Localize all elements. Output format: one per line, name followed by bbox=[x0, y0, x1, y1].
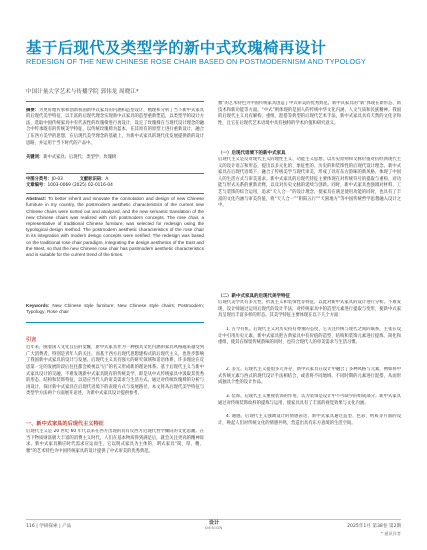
keywords-cn-label: 关键词： bbox=[26, 154, 44, 160]
keywords-en bbox=[26, 303, 204, 315]
abstract-en-text: To better inherit and innovate the connotation and design of new Chinese furniture in my country, the postmodern aesthetic characteristics of the current new Chinese chairs were sorted out and analyzed, and the new semantic translation of the new Chinese chairs was realized with rich postmodern concepts. The rose chair, a representative of traditional Chinese furniture, was selected for redesign using the typological design method. The postmodern aesthetic characteristics of the rose chair in its integration with modern design concepts were verified. The redesign was based on the traditional rose chair paradigm, integrating the design aesthetics of the East and the West, so that the new Chinese rose chair has postmodern aesthetic characteristics and is suitable for the current trend of the times. bbox=[26, 196, 204, 258]
doc-code-value: A bbox=[105, 176, 109, 182]
article-number bbox=[26, 183, 204, 189]
article-title-english: REDESIGN OF THE NEW CHINESE ROSE CHAIR BASED ON POSTMODERNISM AND TYPOLOGY bbox=[26, 57, 366, 66]
journal-logo-cn: 设计 bbox=[208, 520, 219, 526]
journal-logo-en: DESIGN bbox=[205, 526, 223, 530]
point-1: 1. 古今有机。后现代主义对历史持有尊重的态度，它关注传统与现代之间的联系，主张在设计中引用历史元素，新中式家具把古典家具中有价值的造型、结构和装饰元素进行提炼、简化和重组，使其在保留传统韵味的同时，也符合现代人的审美需求与生活习惯。 bbox=[218, 327, 401, 346]
footer-issue: 2025年1月 第38卷 第2期 bbox=[347, 524, 401, 529]
keywords-en-text: New Chinese style furniture; New Chinese style chairs; Postmodern; Typology; Rose chair bbox=[26, 303, 204, 315]
subsection2-heading: （二）新中式家具的后现代美学特征 bbox=[218, 294, 290, 299]
article-title: 基于后现代及类型学的新中式玫瑰椅再设计 bbox=[26, 39, 327, 57]
point-2: 2. 多元。后现代主义提倡多元并存，新中式家具在设计中融合了多种风格与元素，例如将中式传统元素与西式的现代设计手法相结合，或者将不同地域、不同时期的元素进行混搭，从而形成独具个性的设计作品。 bbox=[218, 367, 401, 386]
section1-heading: 一、新中式家具的后现代主义特征 bbox=[26, 421, 104, 428]
abstract-cn bbox=[26, 108, 204, 154]
article-number-value: 1003-0069 (2025) 02-0116-04 bbox=[47, 183, 113, 189]
abstract-cn-label: 摘要： bbox=[26, 107, 40, 113]
right-column bbox=[218, 101, 401, 441]
meta-bottom-rule bbox=[26, 193, 204, 194]
abstract-bottom-rule bbox=[26, 322, 204, 323]
subsection2-text: 后现代美学具有多元性、折衷主义和装饰性等特征，以此对新中式家具的设计进行分析，不难发现，设计师通过运用后现代的设计手法，对传统家具中的造型元素进行提取与变形，使新中式家具呈现出丰富多样的形态。其美学特征主要体现在以下几个方面： bbox=[218, 300, 401, 319]
journal-logo bbox=[196, 520, 232, 531]
keywords-cn-text: 新中式家具；后现代；类型学；玫瑰椅 bbox=[43, 154, 117, 160]
abstract-top-rule bbox=[26, 101, 204, 102]
subsection1-heading: （一）后现代语境下的新中式家具 bbox=[218, 151, 286, 156]
footer-page-info: 116 | 学研探索 | 产品 bbox=[26, 524, 72, 529]
keywords-en-label: Keywords: bbox=[26, 303, 50, 309]
abstract-en bbox=[26, 196, 204, 302]
meta-top-rule bbox=[26, 173, 204, 174]
corresponding-author-note: * 通讯作者 bbox=[380, 531, 401, 536]
intro-heading: 引言 bbox=[26, 337, 37, 344]
right-intro-text: 雅”的艺术特色为中国传统家具创造了中式审美的优秀典范。新中式家具的“新”体现在新形态、新技术和新功能等方面。“中式”则体现的是国人的传统中华文化内涵、人文气质和民族精神。我国的后现代主义具有解构、重组、混搭等典型的后现代艺术手法，新中式家具具有天然的文化亲和性，且它在后现代艺术语境中具有独特的学术价值和研究意义。 bbox=[218, 101, 401, 126]
authors-line: 中国计量大学艺术与传播学院 郭伟龙 周晓江* bbox=[26, 89, 139, 95]
subsection1-text: 后现代主义是反对现代主义的理性主义、功能主义思想，以历史原则和文脉价值对抗经典现代主义的设计语言和形态，提出以多元化的、象征性的、历史的和装饰性的后现代设计理念。新中式家具在后现代语境下，融合了传统美学与现代审美，形成了具有东方韵味的新风格，体现了中国人的生活方式与审美追求。新中式家具的后现代特征主要体现在对传统符号的提取与重构、对功能与形式关系的重新诠释，以及对历史文脉的延续与创新。同时，新中式家具也强调对材料、工艺与装饰的综合运用，追求“天人合一”的设计理念，使家具在满足使用功能的同时，也具有了丰富的文化内涵与审美价值，将“天人合一”“阴阳五行”“天圆地方”等中国传统哲学思想融入设计之中。 bbox=[218, 157, 401, 209]
abstract-en-label: Abstract: bbox=[26, 196, 47, 202]
doc-code-label: 文献标识码： bbox=[79, 176, 106, 182]
point-3: 3. 装饰。后现代主义重视装饰的作用，认为装饰是设计中不可缺少的组成部分。新中式家具通过对传统装饰纹样的提炼与运用，使家具具有了丰富的视觉效果与文化内涵。 bbox=[218, 394, 401, 406]
intro-text: 近年来，随着国人文化自信的觉醒，新中式家具作为一种独具文化内涵的家具风格越来越受到广大消费者，特别是青年人的关注。而基于西方后现代思想建构式的后现代主义，也进步影响了我国新中式家具的设计与发展。后现代主义具有强大的研究领域和话语体系，许多理论在反思第一定的发展阶段后往往都会被视以“后”的名义形成新的理论体系。基于后现代主义与新中式家具设计的交融，不难发现新中式家具既有的传统美学，即是从中式传统家具中汲取其优秀的形态、结构和装饰特征，以适应当代人的审美需求与生活方式。通过对传统玫瑰椅的分析与再设计，探讨新中式家具在后现代语境下的表现方式与发展路径，本文将从后现代美学特征与类型学方法两个方面展开论述，为新中式家具设计提供参考。 bbox=[26, 345, 204, 397]
keywords-cn bbox=[26, 155, 204, 162]
class-label: 中图分类号： bbox=[26, 176, 52, 182]
left-column bbox=[26, 101, 204, 463]
article-number-label: 文章编号： bbox=[26, 183, 48, 189]
class-value: J0-03 bbox=[51, 176, 63, 182]
abstract-cn-text: 为更好地传承和创新我国新中式家具的内涵和造型设计，梳理和分析了当下新中式家具的后现代美学特征，以丰富的后现代理念实现新中式家具的造型重新塑造，以类型学的设计方法，选取中国传统家具中有代表性的玫瑰椅进行再设计，设定了玫瑰椅在与现代设计理念的融合中传承既有的传统美学特征，以传统玫瑰椅为蓝本，在其原有的原型上进行重新设计，融合了东西方美学的思想，在后现代美学理念的基础上，为新中式家具的现代化发展提供新的设计思路，并运用于当下时代的产品中。 bbox=[26, 107, 204, 146]
point-4: 4. 通感。后现代主义强调设计的情感表达，新中式家具通过造型、色彩、材质等方面的设计，唤起人们对传统文化的情感共鸣，营造出具有东方意境的生活空间。 bbox=[218, 414, 401, 426]
section1-text: 后现代主义是 20 世纪 60 年代以来在西方出现的具有反西方近现代哲学倾向的文化思潮。在当下物质财富极大丰富的消费主义时代，人们在基本物质得到满足后，就会关注更高的精神诉求。新中式家具顺应时代需求应运而生，它以明式家具为主体的，明式家具“简、厚、精、雅”的艺术特色为中国传统家具的设计提供了中式审美的优秀典范。 bbox=[26, 429, 204, 454]
